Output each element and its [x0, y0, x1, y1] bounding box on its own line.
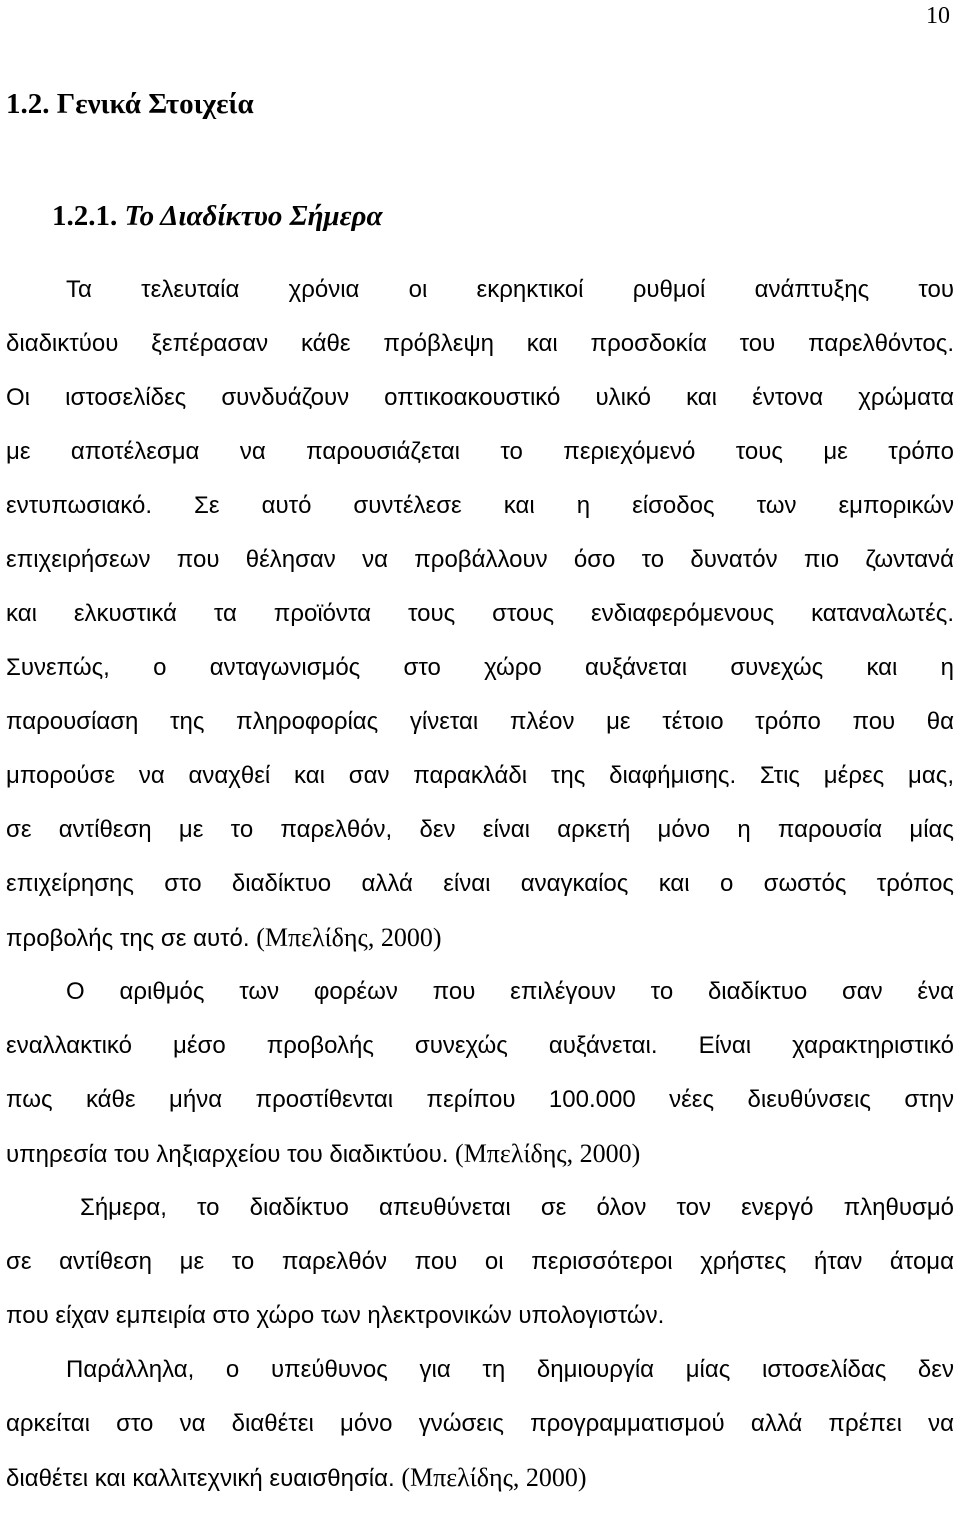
paragraph-line: αρκείται στο να διαθέτει μόνο γνώσεις προγραμματισμού αλλά πρέπει να — [6, 1410, 954, 1437]
paragraph-text: διαθέτει και καλλιτεχνική ευαισθησία. — [6, 1465, 395, 1492]
paragraph-line: που είχαν εμπειρία στο χώρο των ηλεκτρονικών υπολογιστών. — [6, 1302, 665, 1329]
paragraph-line: σε αντίθεση με το παρελθόν που οι περισσότεροι χρήστες ήταν άτομα — [6, 1248, 954, 1275]
paragraph-line: Ο αριθμός των φορέων που επιλέγουν το διαδίκτυο σαν ένα — [66, 978, 954, 1005]
citation: (Μπελίδης, 2000) — [401, 1463, 587, 1492]
paragraph-line: παρουσίαση της πληροφορίας γίνεται πλέον με τέτοιο τρόπο που θα — [6, 708, 954, 735]
paragraph-text: προβολής της σε αυτό. — [6, 925, 250, 952]
paragraph-line: Παράλληλα, ο υπεύθυνος για τη δημιουργία μίας ιστοσελίδας δεν — [66, 1356, 954, 1383]
paragraph-text: υπηρεσία του ληξιαρχείου του διαδικτύου. — [6, 1141, 449, 1168]
paragraph-line: εναλλακτικό μέσο προβολής συνεχώς αυξάνεται. Είναι χαρακτηριστικό — [6, 1032, 954, 1059]
paragraph-line — [6, 918, 954, 958]
paragraph-line: Τα τελευταία χρόνια οι εκρηκτικοί ρυθμοί ανάπτυξης του — [66, 276, 954, 303]
paragraph-line: επιχειρήσεων που θέλησαν να προβάλλουν όσο το δυνατόν πιο ζωντανά — [6, 546, 954, 573]
paragraph-line: μπορούσε να αναχθεί και σαν παρακλάδι της διαφήμισης. Στις μέρες μας, — [6, 762, 954, 789]
subsection-number: 1.2.1. — [52, 200, 118, 232]
paragraph-line: διαδικτύου ξεπέρασαν κάθε πρόβλεψη και προσδοκία του παρελθόντος. — [6, 330, 954, 357]
section-heading: 1.2. Γενικά Στοιχεία — [6, 88, 254, 120]
paragraph-line — [6, 1134, 954, 1174]
paragraph-line: Σήμερα, το διαδίκτυο απευθύνεται σε όλον τον ενεργό πληθυσμό — [80, 1194, 954, 1221]
paragraph-line: επιχείρησης στο διαδίκτυο αλλά είναι αναγκαίος και ο σωστός τρόπος — [6, 870, 954, 897]
paragraph-line: με αποτέλεσμα να παρουσιάζεται το περιεχόμενό τους με τρόπο — [6, 438, 954, 465]
citation: (Μπελίδης, 2000) — [455, 1139, 641, 1168]
paragraph-line: Συνεπώς, ο ανταγωνισμός στο χώρο αυξάνεται συνεχώς και η — [6, 654, 954, 681]
page-number: 10 — [926, 3, 950, 29]
subsection-heading — [52, 198, 383, 234]
subsection-title: Το Διαδίκτυο Σήμερα — [124, 200, 383, 232]
paragraph-line: σε αντίθεση με το παρελθόν, δεν είναι αρκετή μόνο η παρουσία μίας — [6, 816, 954, 843]
paragraph-line: Οι ιστοσελίδες συνδυάζουν οπτικοακουστικό υλικό και έντονα χρώματα — [6, 384, 954, 411]
paragraph-line: πως κάθε μήνα προστίθενται περίπου 100.000 νέες διευθύνσεις στην — [6, 1086, 954, 1113]
paragraph-line: εντυπωσιακό. Σε αυτό συντέλεσε και η είσοδος των εμπορικών — [6, 492, 954, 519]
citation: (Μπελίδης, 2000) — [256, 923, 442, 952]
paragraph-line — [6, 1458, 954, 1498]
paragraph-line: και ελκυστικά τα προϊόντα τους στους ενδιαφερόμενους καταναλωτές. — [6, 600, 954, 627]
